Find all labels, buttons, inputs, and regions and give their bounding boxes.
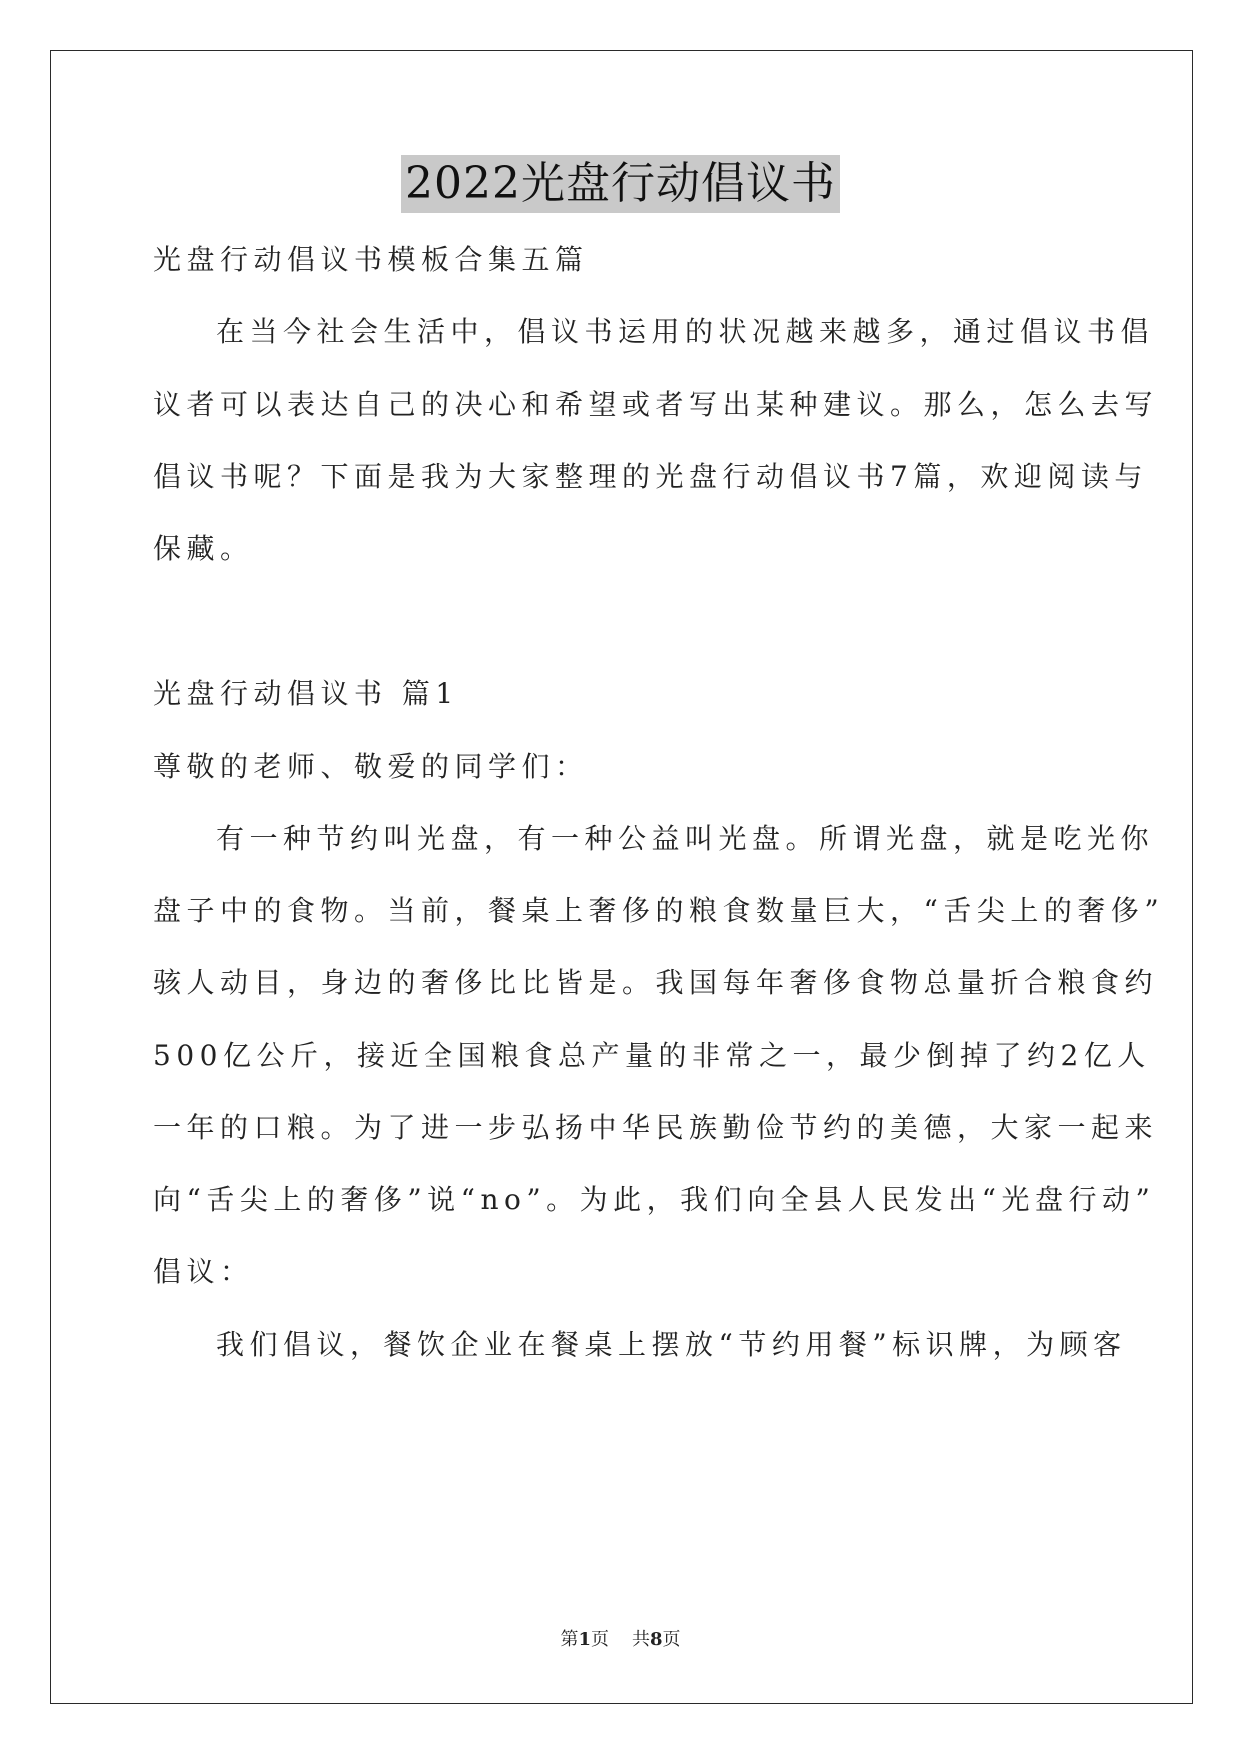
page-footer (0, 1628, 1241, 1652)
body-line: 500亿公斤，接近全国粮食总产量的非常之一，最少倒掉了约2亿人 (153, 1039, 1151, 1072)
body-line: 盘子中的食物。当前，餐桌上奢侈的粮食数量巨大，“舌尖上的奢侈” (153, 894, 1165, 927)
document-title: 2022光盘行动倡议书 (401, 155, 840, 213)
page-number: 1 (578, 1629, 592, 1650)
intro-line: 保藏。 (153, 532, 254, 565)
section-heading: 光盘行动倡议书 篇1 (153, 677, 459, 710)
body-line: 我们倡议，餐饮企业在餐桌上摆放“节约用餐”标识牌，为顾客 (216, 1328, 1127, 1361)
total-suffix: 页 (662, 1629, 681, 1650)
document-subtitle: 光盘行动倡议书模板合集五篇 (153, 243, 589, 276)
body-line: 有一种节约叫光盘，有一种公益叫光盘。所谓光盘，就是吃光你 (216, 822, 1155, 855)
page-suffix: 页 (591, 1629, 610, 1650)
title-container (0, 155, 1241, 213)
intro-line: 议者可以表达自己的决心和希望或者写出某种建议。那么，怎么去写 (153, 388, 1159, 421)
body-line: 一年的口粮。为了进一步弘扬中华民族勤俭节约的美德，大家一起来 (153, 1111, 1159, 1144)
page-border (50, 50, 1193, 1704)
intro-line: 在当今社会生活中，倡议书运用的状况越来越多，通过倡议书倡 (216, 315, 1155, 348)
intro-line: 倡议书呢？下面是我为大家整理的光盘行动倡议书7篇，欢迎阅读与 (153, 460, 1148, 493)
body-line: 向“舌尖上的奢侈”说“no”。为此，我们向全县人民发出“光盘行动” (153, 1183, 1156, 1216)
body-line: 倡议： (153, 1255, 254, 1288)
total-pages: 8 (649, 1629, 663, 1650)
salutation: 尊敬的老师、敬爱的同学们： (153, 750, 589, 783)
page-prefix: 第 (560, 1629, 579, 1650)
total-prefix: 共 (631, 1629, 650, 1650)
body-line: 骇人动目，身边的奢侈比比皆是。我国每年奢侈食物总量折合粮食约 (153, 966, 1159, 999)
